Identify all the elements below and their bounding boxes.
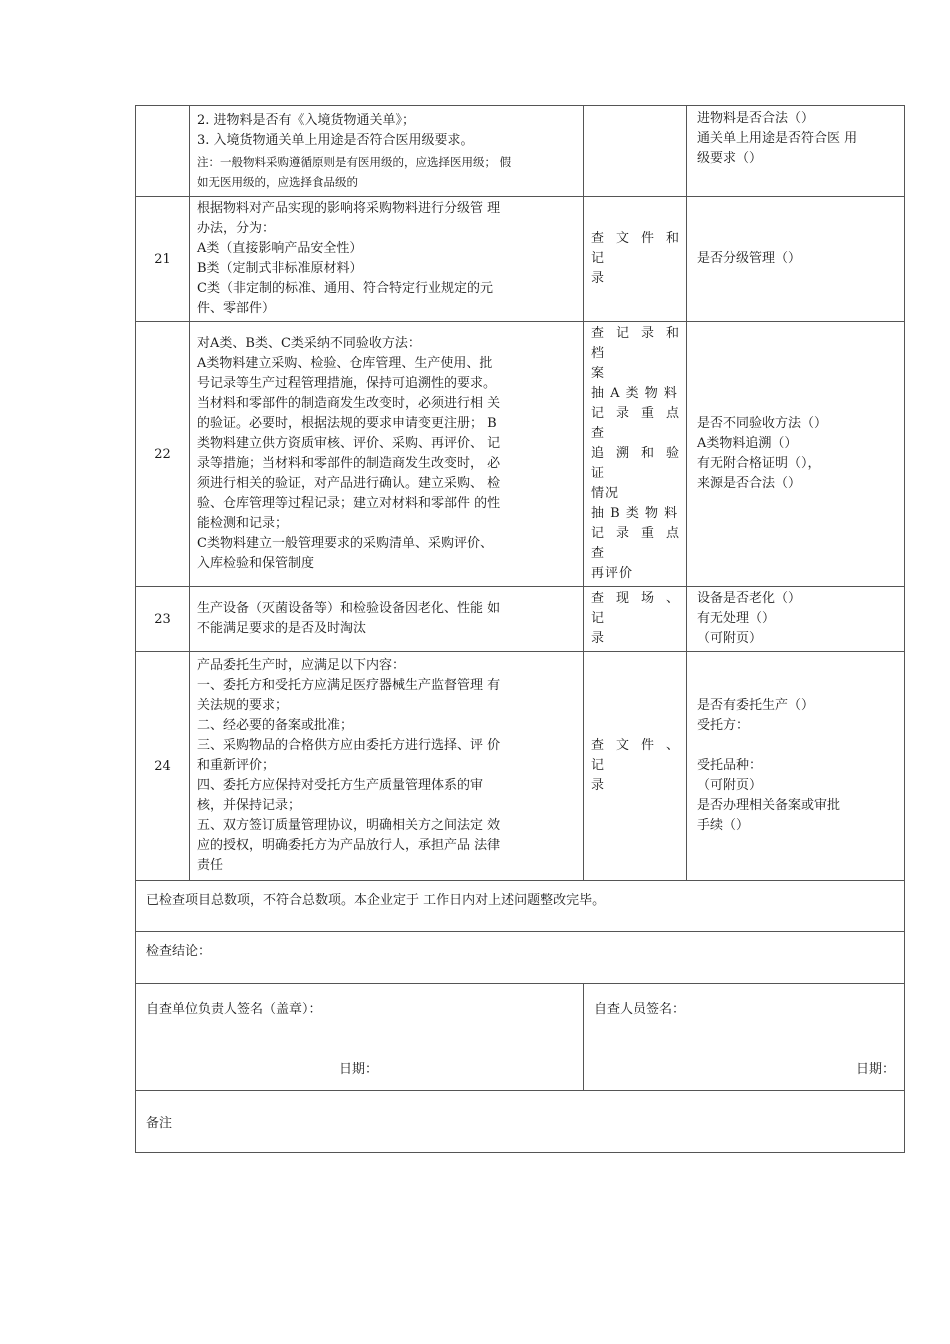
content-line: 四、委托方应保持对受托方生产质量管理体系的审 (197, 778, 484, 793)
method-line: 追 溯 和 验 证 (591, 446, 680, 481)
content-line: 和重新评价； (197, 758, 276, 773)
conclusion-cell (136, 932, 905, 984)
content-line: 办法，分为： (197, 221, 276, 236)
method-line: 录 (591, 271, 606, 286)
item-result (687, 322, 905, 587)
content-line: 五、双方签订质量管理协议，明确相关方之间法定 效 (197, 818, 501, 833)
signature-row (136, 984, 905, 1091)
remarks-label: 备注 (146, 1116, 173, 1131)
result-line: 有无附合格证明（）， (697, 456, 821, 471)
table-row (136, 587, 905, 652)
result-line: 来源是否合法（） (697, 476, 802, 491)
table-row (136, 197, 905, 322)
result-line: 进物料是否合法（） (697, 111, 815, 126)
content-line: 对A类、B类、C类采纳不同验收方法： (197, 336, 421, 351)
blank-line (697, 736, 896, 756)
unit-signature-cell (136, 984, 584, 1091)
content-line: A类（直接影响产品安全性） (197, 241, 363, 256)
item-number (136, 106, 190, 197)
content-line: 核，并保持记录； (197, 798, 302, 813)
item-number: 22 (136, 322, 190, 587)
content-line: 类物料建立供方资质审核、评价、采购、再评价、 记 (197, 436, 501, 451)
item-content (190, 322, 584, 587)
item-method (584, 106, 687, 197)
result-line: 手续（） (697, 818, 750, 833)
self-inspection-table (135, 105, 905, 1153)
item-number: 21 (136, 197, 190, 322)
method-line: 查 文 件 、 记 (591, 738, 680, 773)
item-number: 23 (136, 587, 190, 652)
content-line: 2. 进物料是否有《入境货物通关单》； (197, 113, 416, 128)
content-line: 应的授权，明确委托方为产品放行人，承担产品 法律 (197, 838, 501, 853)
content-line: 号记录等生产过程管理措施，保持可追溯性的要求。 (197, 376, 497, 391)
result-line: 设备是否老化（） (697, 591, 802, 606)
content-line: C类物料建立一般管理要求的采购清单、采购评价、 (197, 536, 493, 551)
content-line: 三、采购物品的合格供方应由委托方进行选择、评 价 (197, 738, 501, 753)
content-line: 能检测和记录； (197, 516, 289, 531)
content-line: 录等措施；当材料和零部件的制造商发生改变时， 必 (197, 456, 501, 471)
item-content (190, 106, 584, 197)
inspector-signature-cell (584, 984, 905, 1091)
content-line: 当材料和零部件的制造商发生改变时，必须进行相 关 (197, 396, 501, 411)
item-number: 24 (136, 652, 190, 881)
table-row (136, 322, 905, 587)
content-line: 验、仓库管理等过程记录；建立对材料和零部件 的性 (197, 496, 501, 511)
content-line: 不能满足要求的是否及时淘汰 (197, 621, 367, 636)
item-result (687, 587, 905, 652)
result-line: 级要求（） (697, 151, 763, 166)
inspector-signature-label: 自查人员签名： (594, 1002, 686, 1017)
item-method (584, 197, 687, 322)
content-line: 二、经必要的备案或批准； (197, 718, 354, 733)
result-line: （可附页） (697, 778, 763, 793)
method-line: 记 录 重 点 查 (591, 406, 680, 441)
method-line: 查 现 场 、 记 (591, 591, 680, 626)
item-result (687, 197, 905, 322)
result-line: 受托品种： (697, 758, 763, 773)
result-line: 是否办理相关备案或审批 (697, 798, 841, 813)
method-line: 记 录 重 点 查 (591, 526, 680, 561)
method-line: 录 (591, 631, 606, 646)
item-content (190, 587, 584, 652)
content-line: 的验证。必要时，根据法规的要求申请变更注册； B (197, 416, 497, 431)
inspector-signature-date: 日期： (856, 1062, 896, 1077)
method-line: 查 记 录 和 档 (591, 326, 680, 361)
conclusion-label: 检查结论： (146, 944, 212, 959)
item-result (687, 652, 905, 881)
result-line: 是否有委托生产（） (697, 698, 815, 713)
item-method (584, 652, 687, 881)
method-line: 录 (591, 778, 606, 793)
content-line: 产品委托生产时，应满足以下内容： (197, 658, 406, 673)
method-line: 情况 (591, 486, 620, 501)
note-line: 注：一般物料采购遵循原则是有医用级的，应选择医用级； 假 (197, 155, 512, 169)
summary-text: 已检查项目总数项，不符合总数项。本企业定于 工作日内对上述问题整改完毕。 (146, 893, 606, 908)
result-line: 是否分级管理（） (697, 251, 802, 266)
content-line: 须进行相关的验证，对产品进行确认。建立采购、 检 (197, 476, 501, 491)
content-line: A类物料建立采购、检验、仓库管理、生产使用、批 (197, 356, 493, 371)
unit-signature-label: 自查单位负责人签名（盖章）： (146, 1002, 322, 1017)
content-line: 生产设备（灭菌设备等）和检验设备因老化、性能 如 (197, 601, 501, 616)
content-line: 一、委托方和受托方应满足医疗器械生产监督管理 有 (197, 678, 501, 693)
content-line: 3. 入境货物通关单上用途是否符合医用级要求。 (197, 133, 474, 148)
remarks-row (136, 1091, 905, 1153)
summary-cell (136, 881, 905, 932)
content-line: 件、零部件） (197, 301, 276, 316)
result-line: （可附页） (697, 631, 763, 646)
item-method (584, 322, 687, 587)
result-line: 是否不同验收方法（） (697, 416, 828, 431)
method-line: 案 (591, 366, 606, 381)
content-line: 入库检验和保管制度 (197, 556, 315, 571)
unit-signature-date: 日期： (339, 1062, 379, 1077)
content-line: C类（非定制的标准、通用、符合特定行业规定的元 (197, 281, 493, 296)
method-line: 查 文 件 和 记 (591, 231, 680, 266)
content-line: 根据物料对产品实现的影响将采购物料进行分级管 理 (197, 201, 501, 216)
result-line: 受托方： (697, 718, 750, 733)
note-line: 如无医用级的，应选择食品级的 (197, 175, 358, 189)
item-content (190, 652, 584, 881)
method-line: 抽 B 类 物 料 (591, 506, 679, 521)
result-line: A类物料追溯（） (697, 436, 798, 451)
conclusion-row (136, 932, 905, 984)
content-line: B类（定制式非标准原材料） (197, 261, 363, 276)
item-content (190, 197, 584, 322)
method-line: 抽 A 类 物 料 (591, 386, 678, 401)
content-line: 责任 (197, 858, 224, 873)
method-line: 再评价 (591, 566, 634, 581)
item-result (687, 106, 905, 197)
summary-row (136, 881, 905, 932)
remarks-cell (136, 1091, 905, 1153)
table-row (136, 652, 905, 881)
result-line: 有无处理（） (697, 611, 776, 626)
table-row (136, 106, 905, 197)
content-line: 关法规的要求； (197, 698, 289, 713)
result-line: 通关单上用途是否符合医 用 (697, 131, 858, 146)
item-method (584, 587, 687, 652)
